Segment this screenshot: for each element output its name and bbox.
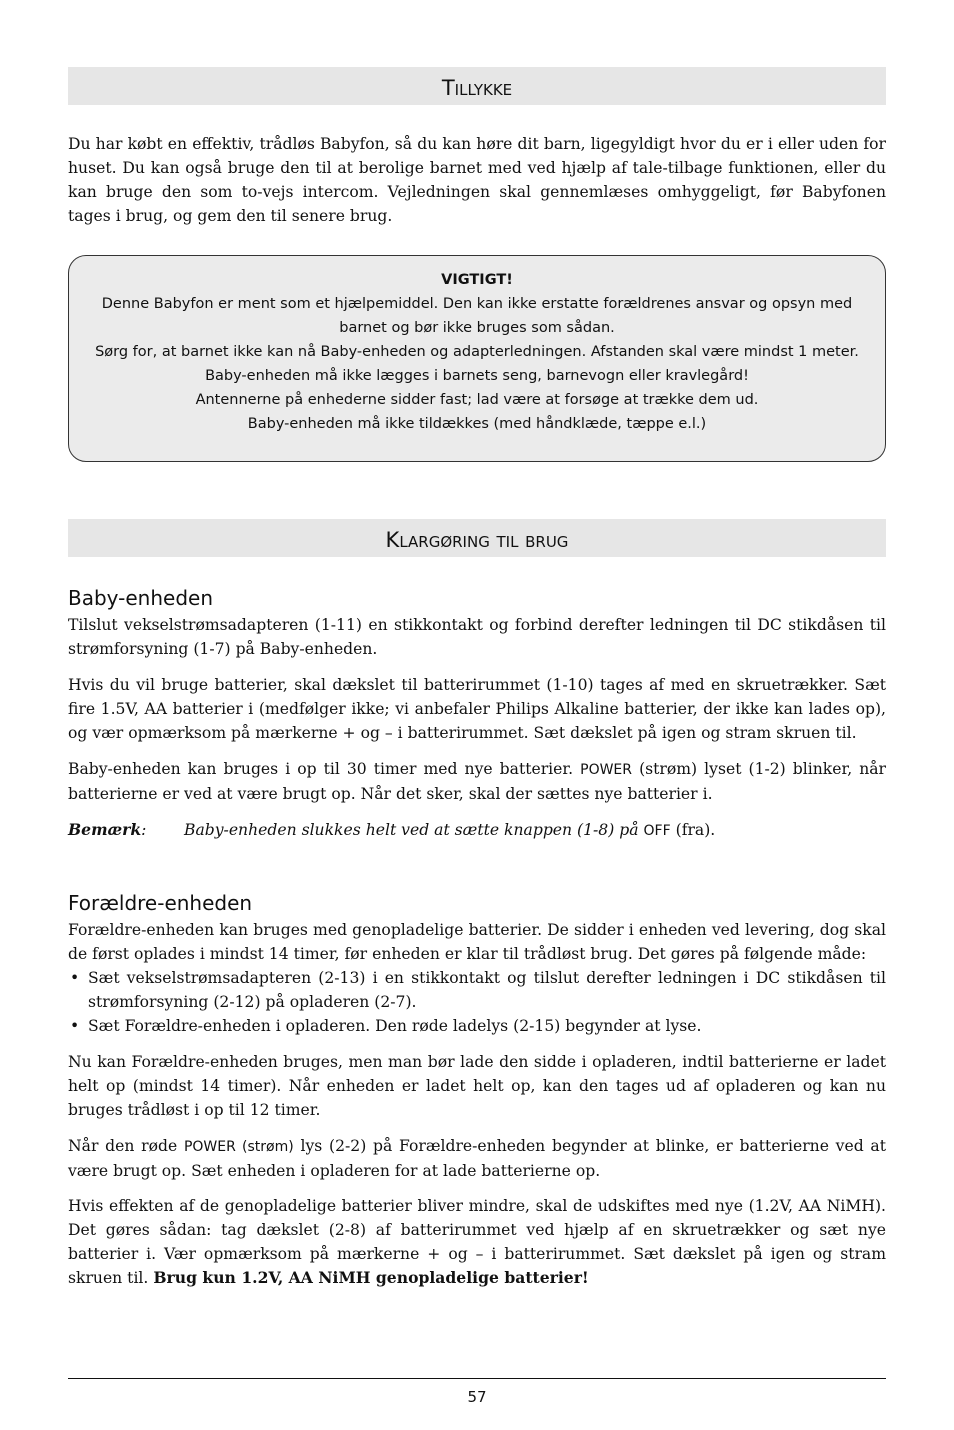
footer-rule — [68, 1378, 886, 1379]
parent-p3-text-end: lys (2-2) på Forældre-enheden begynder at blinke, er batterierne ved at være brugt op. Sæt enheden i opladeren for at lade batterierne op. — [68, 1137, 886, 1180]
parent-paragraph-2: Nu kan Forældre-enheden bruges, men man bør lade den sidde i opladeren, indtil batterierne er ladet helt op (mindst 14 timer). Når enheden er ladet helt op, kan den tages ud af opladeren og kan nu bruges trådløst i op til 12 timer. — [68, 1053, 886, 1119]
off-label: OFF — [643, 823, 671, 839]
baby-paragraph-2: Hvis du vil bruge batterier, skal dækslet til batterirummet (1-10) tages af med en skruetrækker. Sæt fire 1.5V, AA batterier i (medfølger ikke; vi anbefaler Philips Alkaline batterier, der ikke kan lades op), og vær opmærksom på mærkerne + og – i batterirummet. Sæt dækslet på igen og stram skruen til. — [68, 676, 886, 742]
bullet-text: Sæt Forældre-enheden i opladeren. Den røde ladelys (2-15) begynder at lyse. — [88, 1017, 702, 1035]
important-line: Baby-enheden må ikke tildækkes (med håndklæde, tæppe e.l.) — [247, 416, 707, 432]
section-heading-tillykke: Tillykke — [68, 67, 886, 105]
list-item — [68, 1014, 886, 1038]
parent-p4-text: Hvis effekten af de genopladelige batterier bliver mindre, skal de udskiftes med nye (1.2V, AA NiMH). Det gøres sådan: tag dækslet (2-8) af batterirummet ved hjælp af en skruetrækker og sæt nye batterier i. Vær opmærksom på mærkerne + og – i batterirummet. Sæt dækslet på igen og stram skruen til. — [68, 1197, 886, 1287]
parent-paragraph-3 — [68, 1134, 886, 1183]
note-label: Bemærk — [68, 820, 142, 839]
parent-bullet-list — [68, 966, 886, 1038]
bullet-dot: • — [70, 969, 80, 987]
section-heading-klargoring: Klargøring til brug — [68, 519, 886, 557]
note-text: Baby-enheden slukkes helt ved at sætte knappen (1-8) på — [184, 821, 639, 839]
baby-p3-text-end: (strøm) lyset (1-2) blinker, når batterierne er ved at være brugt op. Når det sker, skal der sættes nye batterier i. — [68, 760, 887, 803]
parent-paragraph-4 — [68, 1194, 886, 1290]
important-line: barnet og bør ikke bruges som sådan. — [339, 320, 615, 336]
important-notice-box — [68, 255, 886, 462]
important-line: Antennerne på enhederne sidder fast; lad være at forsøge at trække dem ud. — [195, 392, 759, 408]
note-line — [68, 818, 716, 842]
parent-p3-text: Når den røde — [68, 1137, 178, 1155]
intro-paragraph: Du har købt en effektiv, trådløs Babyfon, så du kan høre dit barn, ligegyldigt hvor du er i eller uden for huset. Du kan også bruge den til at berolige barnet med ved hjælp af tale-tilbage funktionen, eller du kan bruge den som to-vejs intercom. Vejledningen skal gennemlæses omhyggeligt, før Babyfonen tages i brug, og gem den til senere brug. — [68, 135, 886, 225]
page-number: 57 — [467, 1388, 487, 1406]
baby-unit-title: Baby-enheden — [68, 586, 214, 610]
power-label: POWER (strøm) — [183, 1139, 294, 1155]
parent-unit-title: Forældre-enheden — [68, 891, 253, 915]
note-end: (fra). — [675, 821, 716, 839]
baby-p3-text: Baby-enheden kan bruges i op til 30 timer med nye batterier. — [68, 760, 574, 778]
list-item — [68, 966, 886, 1014]
note-colon: : — [141, 821, 147, 839]
baby-paragraph-3 — [68, 757, 886, 806]
note-text-wrap — [184, 818, 715, 843]
important-title: VIGTIGT! — [441, 272, 513, 288]
power-label: POWER — [580, 762, 633, 778]
important-line: Sørg for, at barnet ikke kan nå Baby-enheden og adapterledningen. Afstanden skal være mindst 1 meter. — [95, 344, 859, 360]
important-line: Denne Babyfon er ment som et hjælpemiddel. Den kan ikke erstatte forældrenes ansvar og opsyn med — [101, 296, 853, 312]
battery-warning: Brug kun 1.2V, AA NiMH genopladelige batterier! — [153, 1268, 589, 1287]
important-line: Baby-enheden må ikke lægges i barnets seng, barnevogn eller kravlegård! — [205, 368, 749, 384]
bullet-text: Sæt vekselstrømsadapteren (2-13) i en stikkontakt og tilslut derefter ledningen i DC stikdåsen til strømforsyning (2-12) på opladeren (2-7). — [88, 969, 886, 1011]
parent-paragraph-1: Forældre-enheden kan bruges med genopladelige batterier. De sidder i enheden ved levering, dog skal de først oplades i mindst 14 timer, før enheden er klar til trådløst brug. Det gøres på følgende måde: — [68, 921, 886, 963]
bullet-dot: • — [70, 1017, 80, 1035]
baby-paragraph-1: Tilslut vekselstrømsadapteren (1-11) en stikkontakt og forbind derefter ledningen til DC stikdåsen til strømforsyning (1-7) på Baby-enheden. — [68, 616, 886, 658]
